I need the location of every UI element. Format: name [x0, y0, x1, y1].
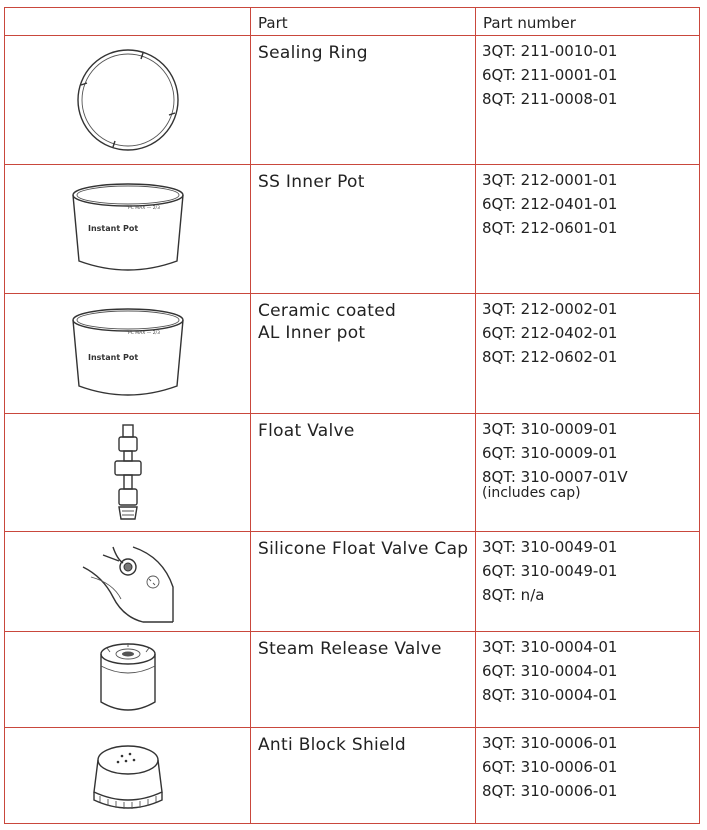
part-number: 8QT: 310-0006-01 — [482, 782, 618, 800]
table-row — [5, 632, 700, 728]
pot-brand-text: Instant Pot — [87, 352, 138, 362]
part-name-cell — [251, 414, 476, 532]
header-image — [5, 8, 251, 36]
part-number: 3QT: 310-0006-01 — [482, 734, 618, 752]
part-name: Sealing Ring — [258, 43, 368, 63]
part-number: 8QT: 211-0008-01 — [482, 90, 618, 108]
image-cell — [5, 294, 251, 414]
part-number: 6QT: 310-0006-01 — [482, 758, 618, 776]
part-number: 8QT: 212-0602-01 — [482, 348, 618, 366]
part-name: Steam Release Valve — [258, 639, 442, 659]
table-row — [5, 414, 700, 532]
part-number: 3QT: 310-0049-01 — [482, 538, 618, 556]
table-row — [5, 294, 700, 414]
image-cell — [5, 414, 251, 532]
image-cell — [5, 632, 251, 728]
header-part: Part — [251, 8, 476, 36]
part-number-cell — [476, 165, 700, 294]
part-name: Anti Block Shield — [258, 735, 406, 755]
image-cell — [5, 532, 251, 632]
pot-mark-text: PC MAX — 2/3 — [127, 330, 160, 336]
table-row — [5, 532, 700, 632]
float-valve-cap-icon — [73, 537, 183, 627]
part-number-cell — [476, 632, 700, 728]
part-number: 6QT: 212-0401-01 — [482, 195, 618, 213]
part-name-cell — [251, 632, 476, 728]
pot-brand-text: Instant Pot — [87, 224, 138, 233]
part-note: (includes cap) — [482, 485, 581, 501]
part-name: Float Valve — [258, 421, 355, 441]
table-row — [5, 36, 700, 165]
float-valve-icon — [103, 423, 153, 523]
anti-block-shield-icon — [88, 736, 168, 816]
part-number-cell — [476, 414, 700, 532]
header-part-number: Part number — [476, 8, 700, 36]
part-number: 8QT: n/a — [482, 586, 545, 604]
part-number: 6QT: 310-0004-01 — [482, 662, 618, 680]
part-number: 3QT: 211-0010-01 — [482, 42, 618, 60]
part-number-cell — [476, 728, 700, 824]
table-row — [5, 728, 700, 824]
parts-table — [4, 7, 700, 824]
image-cell — [5, 36, 251, 165]
part-number: 6QT: 310-0009-01 — [482, 444, 618, 462]
part-name: Silicone Float Valve Cap — [258, 539, 469, 559]
part-number: 3QT: 212-0002-01 — [482, 300, 618, 318]
ss-inner-pot-icon — [68, 179, 188, 279]
part-number: 3QT: 310-0009-01 — [482, 420, 618, 438]
header-row — [5, 8, 700, 36]
part-name: AL Inner pot — [258, 323, 366, 343]
part-name-cell — [251, 165, 476, 294]
part-number-cell — [476, 294, 700, 414]
part-name: SS Inner Pot — [258, 172, 365, 192]
pot-mark-text: PC MAX — 2/3 — [127, 206, 160, 211]
part-name-cell — [251, 294, 476, 414]
part-number: 3QT: 212-0001-01 — [482, 171, 618, 189]
sealing-ring-icon — [73, 45, 183, 155]
image-cell — [5, 165, 251, 294]
part-number: 8QT: 310-0007-01V — [482, 468, 628, 486]
image-cell — [5, 728, 251, 824]
part-number: 8QT: 212-0601-01 — [482, 219, 618, 237]
part-number: 8QT: 310-0004-01 — [482, 686, 618, 704]
part-number: 6QT: 310-0049-01 — [482, 562, 618, 580]
ceramic-inner-pot-icon — [68, 304, 188, 404]
part-name-cell — [251, 36, 476, 165]
part-number-cell — [476, 532, 700, 632]
part-name-cell — [251, 532, 476, 632]
part-name: Ceramic coated — [258, 301, 397, 321]
table-row — [5, 165, 700, 294]
steam-release-valve-icon — [93, 640, 163, 720]
part-number: 6QT: 212-0402-01 — [482, 324, 618, 342]
part-number: 6QT: 211-0001-01 — [482, 66, 618, 84]
part-number-cell — [476, 36, 700, 165]
part-name-cell — [251, 728, 476, 824]
part-number: 3QT: 310-0004-01 — [482, 638, 618, 656]
